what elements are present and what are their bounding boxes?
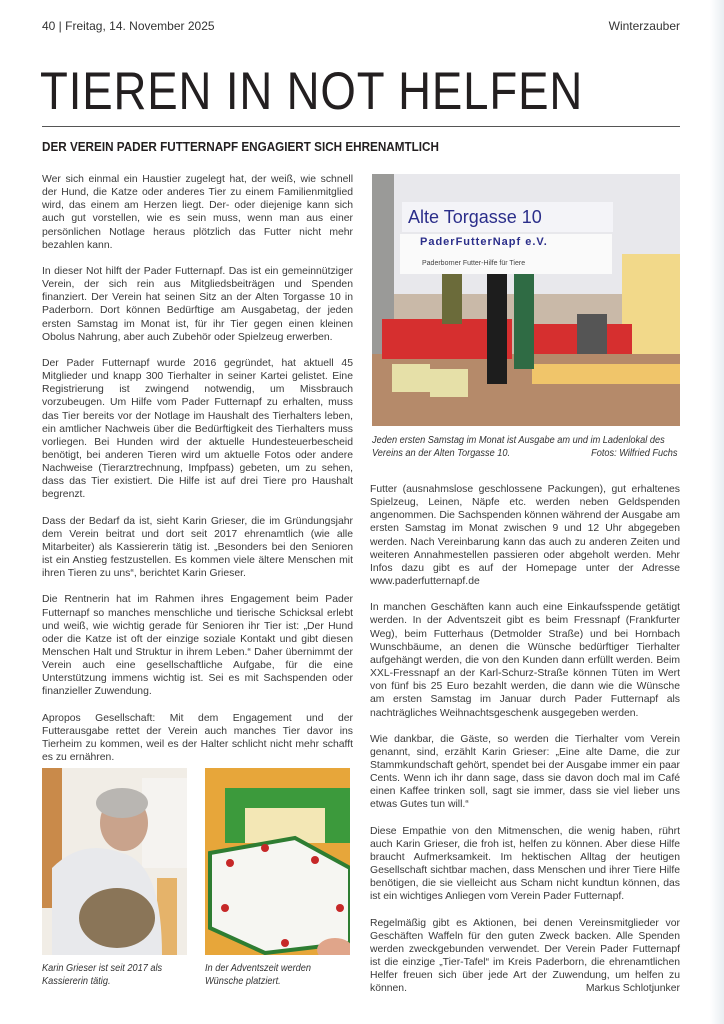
banner-subtitle: Paderborner Futter-Hilfe für Tiere bbox=[422, 260, 526, 267]
paragraph: Futter (ausnahmslose geschlossene Packungen), gut erhaltenes Spielzeug, Leinen, Näpfe etc. werden neben Geldspenden angenommen. Die Sachspenden können während der Ausgabe am ersten Samstag im Monat zwischen 9 und 12 Uhr abgegeben werden. Nach Vereinbarung kann das auch zu anderen Zeiten und weiteren Annahmestellen passieren oder abgeholt werden. Mehr Infos dazu gibt es auf der Homepage unter der Adresse www.paderfutternapf.de bbox=[370, 484, 680, 588]
author: Markus Schlotjunker bbox=[585, 983, 680, 995]
photo-wish-cards bbox=[205, 768, 350, 955]
banner-title: PaderFutterNapf e.V. bbox=[420, 236, 548, 248]
photo-credit: Fotos: Wilfried Fuchs bbox=[591, 448, 678, 459]
article-column-left bbox=[42, 173, 353, 777]
page-info: 40 | Freitag, 14. November 2025 bbox=[42, 19, 215, 33]
karin-scene bbox=[42, 768, 187, 955]
headline: TIEREN IN NOT HELFEN bbox=[40, 62, 584, 121]
caption-text: Jeden ersten Samstag im Monat ist Ausgabe am und im Ladenlokal des Vereins an der Alten Torgasse 10. bbox=[372, 435, 665, 459]
wish-cards-scene bbox=[205, 768, 350, 955]
photo-storefront bbox=[372, 174, 680, 426]
paragraph-text: Regelmäßig gibt es Aktionen, bei denen Vereinsmitglieder vor Geschäften Waffeln für den guten Zweck backen. Alle Spenden werden zweckgebunden verwendet. Der Verein Pader Futternapf ist die einzige „Tier-Tafel“ im Kreis Paderborn, die ehrenamtlichen Helfer freuen sich über jede Art der Zuwendung, um helfen zu können. bbox=[370, 917, 680, 995]
photo-caption-wishes: In der Adventszeit werden Wünsche platziert. bbox=[205, 963, 312, 987]
storefront-sign: Alte Torgasse 10 bbox=[402, 202, 613, 232]
photo-caption-karin: Karin Grieser ist seit 2017 als Kassiererin tätig. bbox=[42, 963, 163, 987]
page-edge bbox=[710, 0, 724, 1024]
paragraph: Der Pader Futternapf wurde 2016 gegründet, hat aktuell 45 Mitglieder und knapp 300 Tierhalter in seiner Kartei gelistet. Eine Registrierung ist zwingend notwendig, um Missbrauch vorzubeugen. Um Hilfe vom Pader Futternapf zu erhalten, muss das Tier bereits vor der Notlage im Haushalt des Tierhalters leben, ein amtlicher Nachweis über die Bedürftigkeit des Tierhalters muss vorliegen. Bei Hunden wird der aktuelle Hundesteuerbescheid benötigt, bei anderen Tieren wird um aktuelle Fotos oder andere Nachweise (Tierarztrechnung, Impfpass) gebeten, um zu sehen, dass das Tier existiert. Die Hilfe ist auf drei Tiere pro Haushalt begrenzt. bbox=[42, 357, 353, 501]
paragraph bbox=[370, 917, 680, 996]
paragraph: Die Rentnerin hat im Rahmen ihres Engagement beim Pader Futternapf so manches menschliche und tierische Schicksal erlebt und weiß, wie wichtig gerade für Senioren ihr Tier ist: „Der Hund oder die Katze ist oft der einzige soziale Kontakt und gibt diesen Menschen Halt und Struktur in ihrem Leben.“ Daher übernimmt der Verein auch eine gesellschaftliche Aufgabe, für die eine Unterstützung immens wichtig ist. Sei es mit Sachspenden oder finanzieller Zuwendung. bbox=[42, 594, 353, 698]
paragraph: Wer sich einmal ein Haustier zugelegt hat, der weiß, wie schnell der Hund, die Katze oder anderes Tier zu einem Familienmitglied wird, das einem am Herzen liegt. Der- oder diejenige kann sich auch gut vorstellen, wie es sein muss, wenn man aus einer persönlichen Notlage heraus plötzlich das Futter nicht mehr bezahlen kann. bbox=[42, 174, 353, 251]
paragraph: Diese Empathie von den Mitmenschen, die wenig haben, rührt auch Karin Grieser, die froh ist, helfen zu können. Aber diese Hilfe braucht Aufmerksamkeit. Im hektischen Alltag der heutigen Gesellschaft sichtbar machen, dass Menschen und ihrer Tiere Hilfe benötigen, die sie vielleicht aus Scham nicht kundtun können, das ist ein wichtiges Anliegen vom Verein Pader Futternapf. bbox=[370, 825, 680, 903]
paragraph: In manchen Geschäften kann auch eine Einkaufsspende getätigt werden. In der Adventszeit gibt es beim Fressnapf (Frankfurter Weg), beim Futterhaus (Detmolder Straße) und bei Hornbach Wunschbäume, an denen die Wünsche bedürftiger Tierhalter aufgehängt werden, die von den Kunden dann erfüllt werden. Beim XXL-Fressnapf an der Karl-Schurz-Straße können Tüten im Wert von fünf bis 25 Euro bezahlt werden, die dann wie die Wünsche am ersten Samstag im Januar durch Pader Futternapf als nachträgliches Weihnachtsgeschenk ausgegeben werden. bbox=[370, 602, 680, 719]
article-column-right bbox=[370, 483, 680, 995]
photo-caption-main bbox=[372, 434, 677, 460]
paragraph: Dass der Bedarf da ist, sieht Karin Grieser, die im Gründungsjahr dem Verein beitrat und dort seit 2017 ehrenamtlich (wie alle Mitarbeiter) als Kassiererin tätig ist. „Besonders bei den Senioren ist ein Anstieg festzustellen. Es kommen viele ältere Menschen mit ihren Tieren zu uns“, berichtet Karin Grieser. bbox=[42, 515, 353, 580]
paragraph: Apropos Gesellschaft: Mit dem Engagement und der Futterausgabe rettet der Verein auch manches Tier davor ins Tierheim zu kommen, weil es der Halter schlicht nicht mehr schafft es zu ernähren. bbox=[42, 712, 353, 764]
paragraph: Wie dankbar, die Gäste, so werden die Tierhalter vom Verein genannt, sind, erzählt Karin Grieser: „Eine alte Dame, die zur Stammkundschaft gehört, spendet bei der Ausgabe immer ein paar Cents. Wenn ich ihr dann sage, dass sie davon doch mal im Café einen Kaffee trinken soll, sagt sie immer, dass sie viel lieber uns etwas Gutes tun will.“ bbox=[370, 733, 680, 811]
subheadline: DER VEREIN PADER FUTTERNAPF ENGAGIERT SICH EHRENAMTLICH bbox=[42, 139, 439, 154]
section-name: Winterzauber bbox=[608, 19, 680, 33]
photo-karin-grieser bbox=[42, 768, 187, 955]
headline-rule bbox=[42, 126, 680, 127]
paragraph: In dieser Not hilft der Pader Futternapf. Das ist ein gemeinnütziger Verein, der sich rein aus Mitgliedsbeiträgen und Spenden finanziert. Der Verein hat seinen Sitz an der Alten Torgasse 10 in Paderborn. Dort können Bedürftige am Ausgabetag, der jeden ersten Samstag im Monat ist, für ihr Tier gegen einen kleinen Obolus Nahrung, aber auch Zubehör oder Spielzeug erwerben. bbox=[42, 265, 353, 343]
storefront-banner bbox=[400, 234, 612, 274]
